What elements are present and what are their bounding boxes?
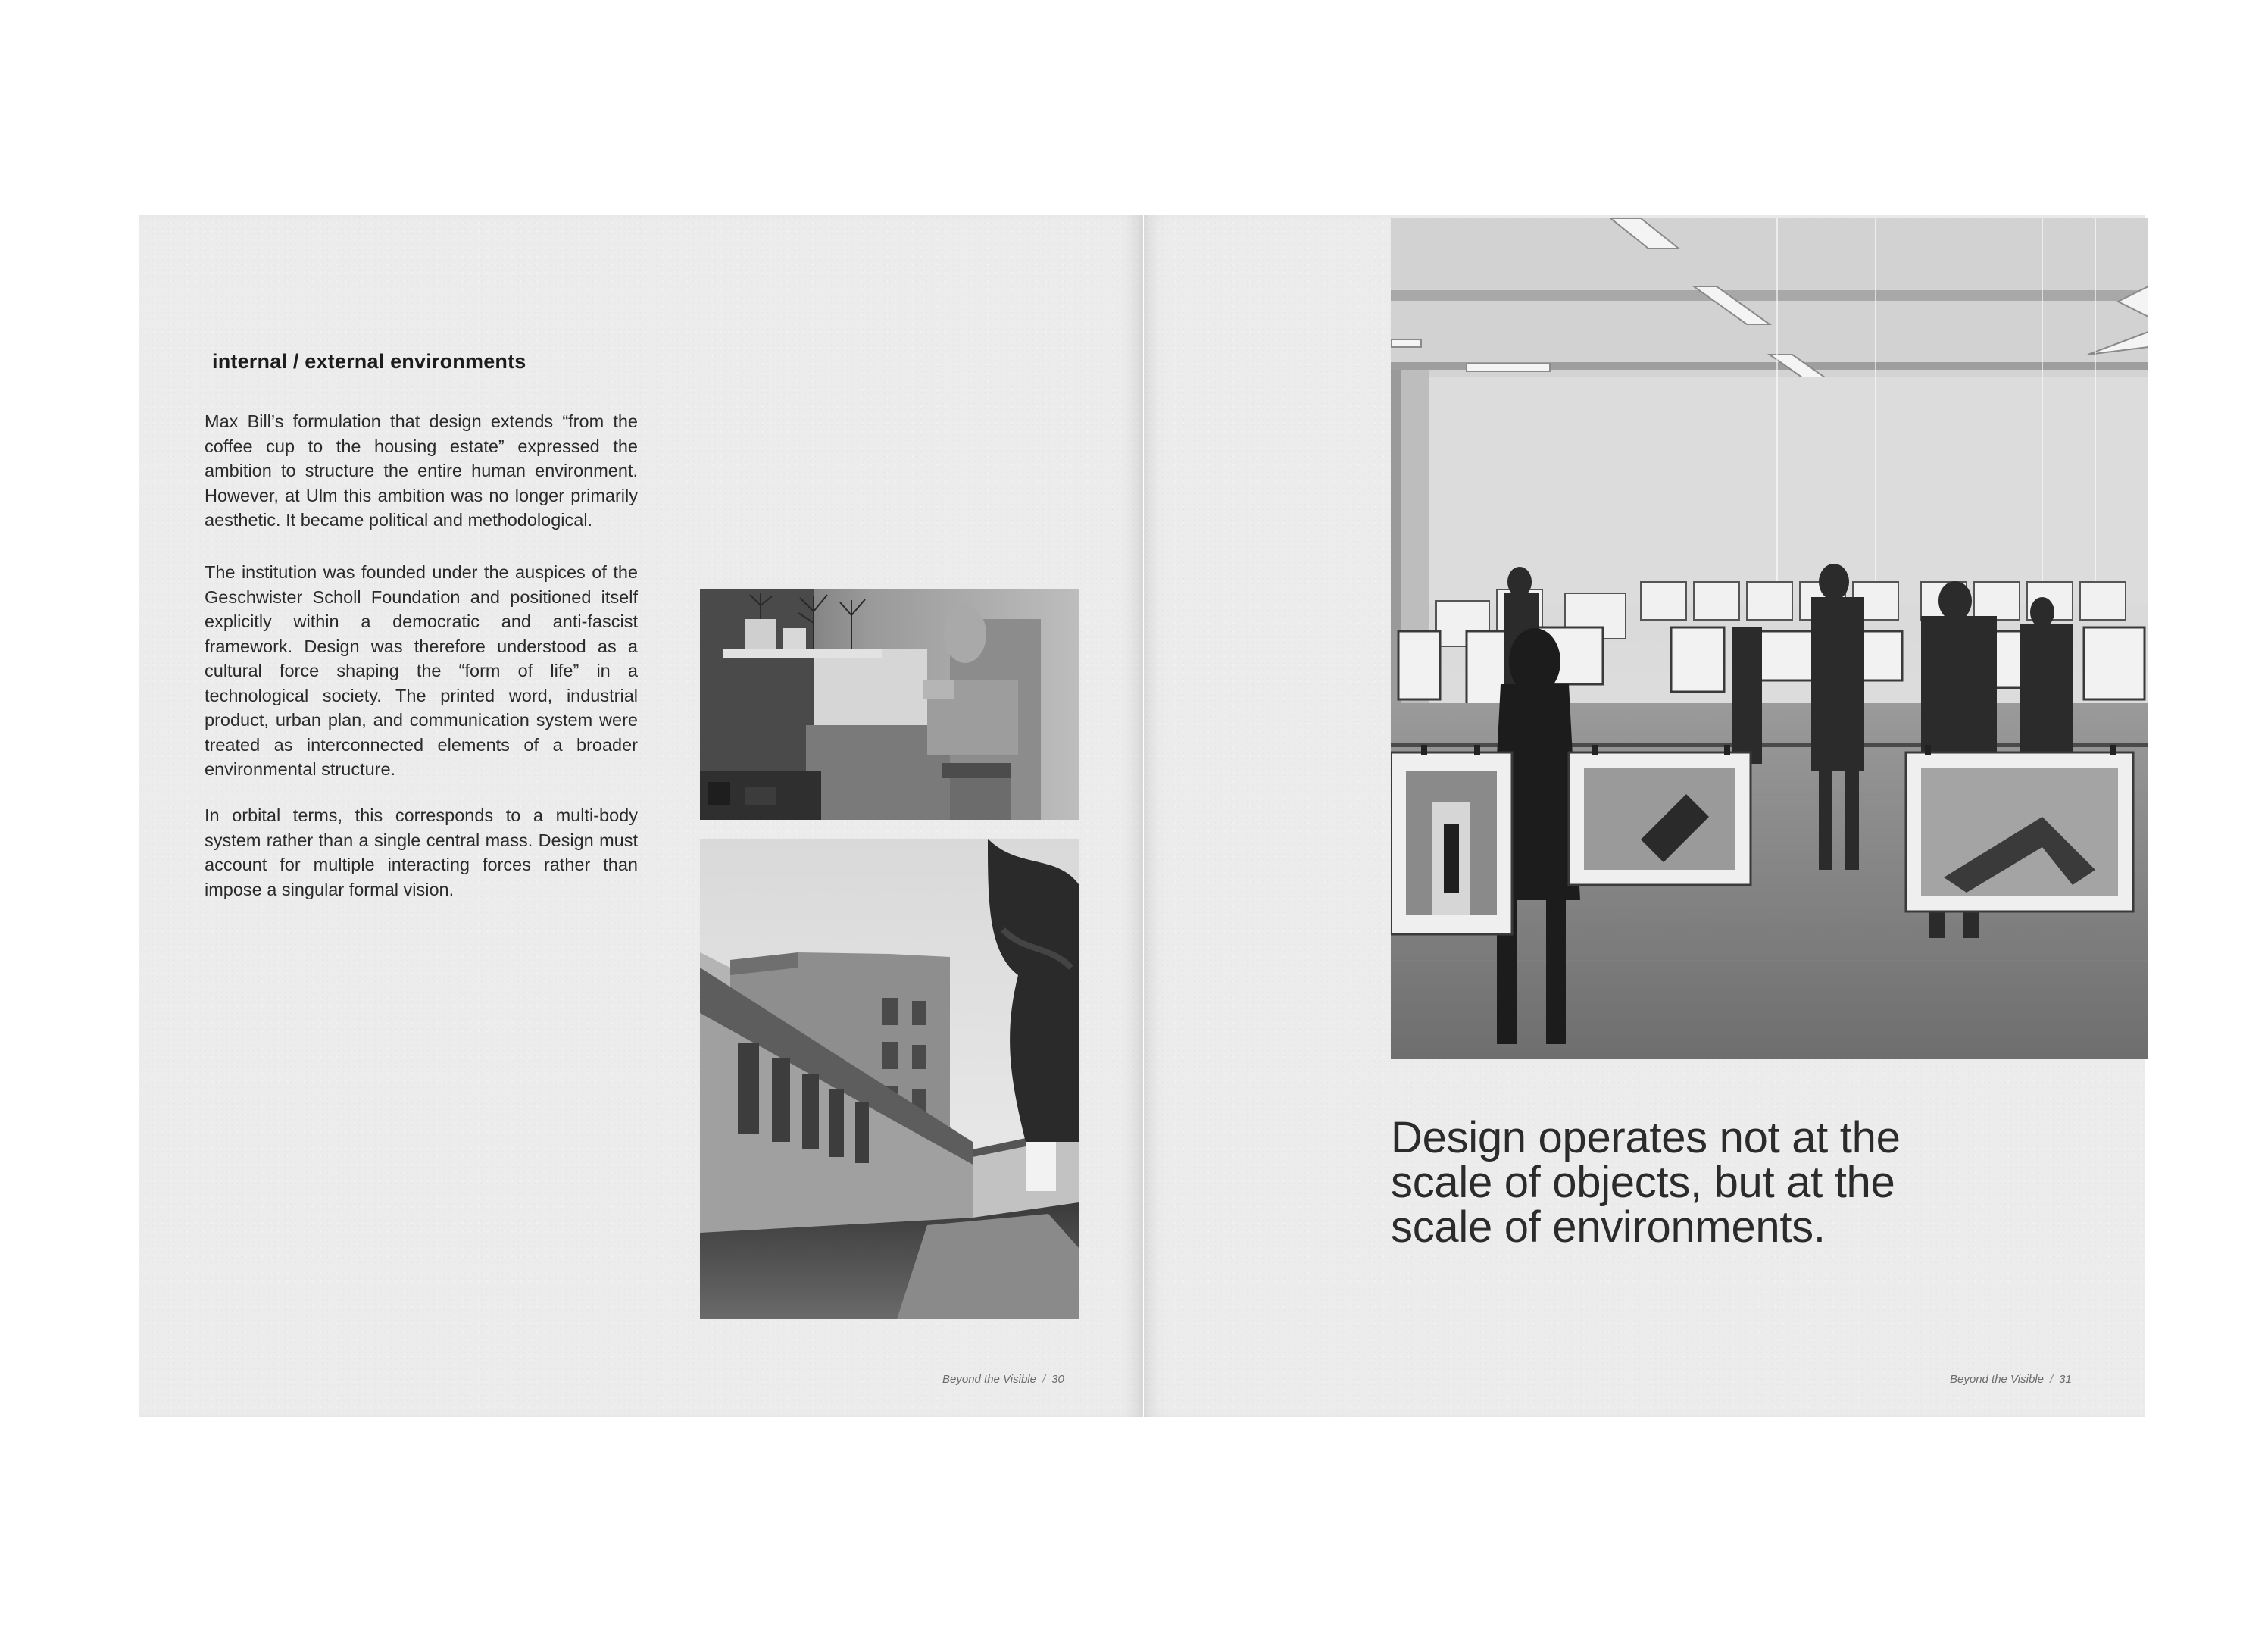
photo-exhibition-hall <box>1391 218 2148 1059</box>
photo-building-exterior <box>700 839 1079 1319</box>
section-heading: internal / external environments <box>212 350 526 373</box>
folio-left <box>942 1373 1064 1386</box>
magazine-spread <box>139 215 2145 1417</box>
pull-quote: Design operates not at the scale of objects, but at the scale of environments. <box>1391 1113 1901 1252</box>
folio-right <box>1950 1373 2072 1386</box>
folio-separator: / <box>1042 1373 1046 1386</box>
body-paragraph-1: Max Bill’s formulation that design extends “from the coffee cup to the housing estate” expressed the ambition to structure the entire human environment. However, at Ulm this ambition was no longer primarily aesthetic. It became political and methodological. <box>205 411 638 530</box>
folio-separator: / <box>2049 1373 2054 1386</box>
body-paragraph-2: The institution was founded under the auspices of the Geschwister Scholl Foundation and positioned itself explicitly within a democratic and anti-fascist framework. Design was therefore understood as a cultural force shaping the “form of life” in a technological society. The printed word, industrial product, urban plan, and communication system were treated as interconnected elements of a broader environmental structure. <box>205 562 638 779</box>
left-page <box>139 215 1141 1417</box>
photo-man-with-model <box>700 589 1079 820</box>
folio-title: Beyond the Visible <box>942 1373 1036 1386</box>
body-paragraph-3: In orbital terms, this corresponds to a multi-body system rather than a single central mass. Design must account for multiple interacting forces rather than impose a singular formal vision. <box>205 805 638 899</box>
page-number: 30 <box>1051 1373 1064 1386</box>
folio-title: Beyond the Visible <box>1950 1373 2044 1386</box>
page-number: 31 <box>2059 1373 2072 1386</box>
spine-gutter <box>1140 215 1143 1417</box>
